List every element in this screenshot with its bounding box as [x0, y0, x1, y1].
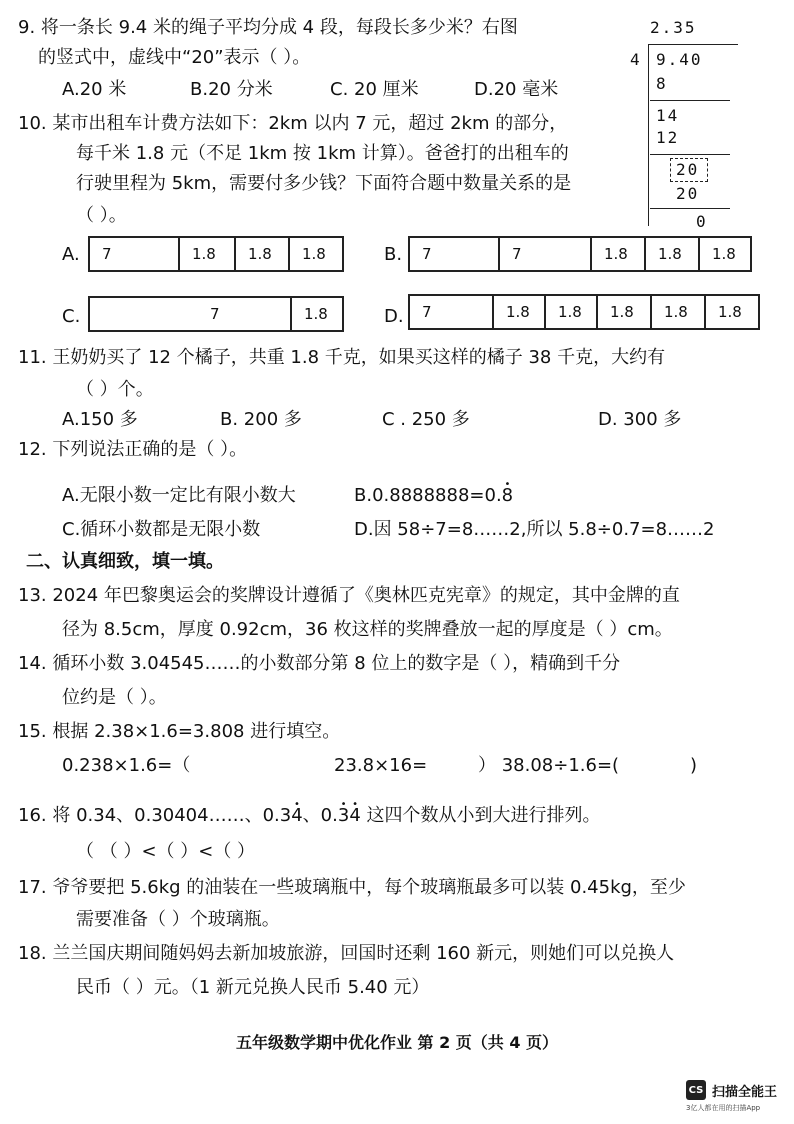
division-row-5: 20 — [676, 184, 700, 203]
bar-d-seg-5: 1.8 — [652, 296, 706, 328]
q14-line1: 14. 循环小数 3.04545……的小数部分第 8 位上的数字是（ ），精确到千分 — [18, 653, 621, 674]
q15-item-2: 23.8×16= — [334, 755, 428, 776]
division-row-4-boxed: 20 — [676, 160, 700, 179]
q13-line2: 径为 8.5cm，厚度 0.92cm，36 枚这样的奖牌叠放一起的厚度是（ ）cm。 — [62, 619, 673, 640]
q9-option-a: A.20 米 — [62, 79, 127, 100]
q12-option-b — [354, 484, 513, 508]
q11-option-c: C . 250 多 — [382, 409, 470, 430]
q16-line2: （ （ ）<（ ）<（ ） — [76, 841, 256, 862]
division-row-2: 14 — [656, 106, 680, 125]
division-row-3: 12 — [656, 128, 680, 147]
q16-text-post: 这四个数从小到大进行排列。 — [360, 805, 601, 826]
bar-d-label: D. — [384, 306, 404, 327]
bar-b — [408, 236, 752, 272]
q10-line4: （ ）。 — [76, 205, 127, 226]
scanner-logo — [686, 1080, 777, 1100]
camscanner-icon: CS — [686, 1080, 706, 1100]
q16-repeat-digit-1: • 4 — [291, 805, 302, 826]
q16-text-pre: 16. 将 0.34、0.30404……、0.3 — [18, 805, 292, 826]
bar-c-seg-1: 7 — [90, 298, 292, 330]
bar-a-seg-3: 1.8 — [236, 238, 290, 270]
q9-option-b: B.20 分米 — [190, 79, 273, 100]
division-divisor: 4 — [630, 50, 642, 69]
bar-b-seg-4: 1.8 — [646, 238, 700, 270]
division-row-6: 0 — [696, 212, 708, 231]
bar-b-seg-1: 7 — [410, 238, 500, 270]
q16-text-mid: 、0. — [302, 805, 338, 826]
division-quotient: 2.35 — [650, 18, 697, 37]
q11-line2: （ ）个。 — [76, 379, 154, 400]
q14-line2: 位约是（ ）。 — [62, 687, 167, 708]
q11-option-b: B. 200 多 — [220, 409, 302, 430]
bar-b-seg-3: 1.8 — [592, 238, 646, 270]
q13-line1: 13. 2024 年巴黎奥运会的奖牌设计遵循了《奥林匹克宪章》的规定，其中金牌的直 — [18, 585, 680, 606]
q11-options — [62, 408, 702, 432]
q17-line2: 需要准备（ ）个玻璃瓶。 — [76, 909, 280, 930]
q12-line1: 12. 下列说法正确的是（ ）。 — [18, 439, 248, 460]
bar-c — [88, 296, 344, 332]
bar-c-label: C. — [62, 306, 81, 327]
bar-d — [408, 294, 760, 330]
q16-line1 — [18, 804, 601, 828]
q10-line2: 每千米 1.8 元（不足 1km 按 1km 计算）。爸爸打的出租车的 — [76, 143, 569, 164]
section-2-heading: 二、认真细致，填一填。 — [26, 551, 224, 572]
q9-line1: 9. 将一条长 9.4 米的绳子平均分成 4 段，每段长多少米？右图 — [18, 17, 518, 38]
q15-item-1: 0.238×1.6=（ — [62, 755, 191, 776]
bar-d-seg-2: 1.8 — [494, 296, 546, 328]
q11-line1: 11. 王奶奶买了 12 个橘子，共重 1.8 千克，如果买这样的橘子 38 千克，大约有 — [18, 347, 666, 368]
q12-option-c: C.循环小数都是无限小数 — [62, 519, 261, 540]
q11-option-d: D. 300 多 — [598, 409, 682, 430]
q12-option-d: D.因 58÷7=8……2,所以 5.8÷0.7=8……2 — [354, 519, 715, 540]
q9-options — [62, 78, 582, 102]
q15-line1: 15. 根据 2.38×1.6=3.808 进行填空。 — [18, 721, 341, 742]
bar-a — [88, 236, 344, 272]
bar-d-seg-3: 1.8 — [546, 296, 598, 328]
bar-d-seg-4: 1.8 — [598, 296, 652, 328]
page-footer: 五年级数学期中优化作业 第 2 页（共 4 页） — [235, 1033, 559, 1052]
bar-d-seg-1: 7 — [410, 296, 494, 328]
q16-repeat-digit-2: • 3 — [338, 805, 349, 826]
division-row-1: 8 — [656, 74, 668, 93]
q10-line1: 10. 某市出租车计费方法如下：2km 以内 7 元，超过 2km 的部分， — [18, 113, 568, 134]
bar-b-label: B. — [384, 244, 403, 265]
bar-a-seg-1: 7 — [90, 238, 180, 270]
bar-b-seg-2: 7 — [500, 238, 592, 270]
q10-line3: 行驶里程为 5km，需要付多少钱？下面符合题中数量关系的是 — [76, 173, 572, 194]
bar-d-seg-6: 1.8 — [718, 303, 742, 321]
q12-option-b-repeat-digit: • 8 — [502, 485, 513, 506]
scanner-logo-tagline: 3亿人都在用的扫描App — [686, 1104, 761, 1112]
division-dividend: 9.40 — [656, 50, 703, 69]
q15-item-3: ） 38.08÷1.6=( — [478, 755, 620, 776]
q12-option-b-text: B.0.8888888=0. — [354, 485, 502, 506]
bar-a-label: A. — [62, 244, 80, 265]
q9-line2: 的竖式中，虚线中“20”表示（ ）。 — [38, 47, 311, 68]
q18-line2: 民币（ ）元。（1 新元兑换人民币 5.40 元） — [76, 977, 430, 998]
q15-item-4: ) — [690, 755, 698, 776]
bar-b-seg-5: 1.8 — [712, 245, 736, 263]
long-division — [620, 14, 750, 229]
q16-repeat-digit-3: • 4 — [349, 805, 360, 826]
q17-line1: 17. 爷爷要把 5.6kg 的油装在一些玻璃瓶中，每个玻璃瓶最多可以装 0.45kg，至少 — [18, 877, 686, 898]
q11-option-a: A.150 多 — [62, 409, 138, 430]
bar-c-seg-2: 1.8 — [304, 305, 328, 323]
q9-option-c: C. 20 厘米 — [330, 79, 419, 100]
bar-a-seg-2: 1.8 — [180, 238, 236, 270]
q18-line1: 18. 兰兰国庆期间随妈妈去新加坡旅游，回国时还剩 160 新元，则她们可以兑换人 — [18, 943, 675, 964]
q9-option-d: D.20 毫米 — [474, 79, 559, 100]
scanner-logo-name: 扫描全能王 — [712, 1084, 778, 1100]
q12-option-a: A.无限小数一定比有限小数大 — [62, 485, 296, 506]
bar-a-seg-4: 1.8 — [302, 245, 326, 263]
